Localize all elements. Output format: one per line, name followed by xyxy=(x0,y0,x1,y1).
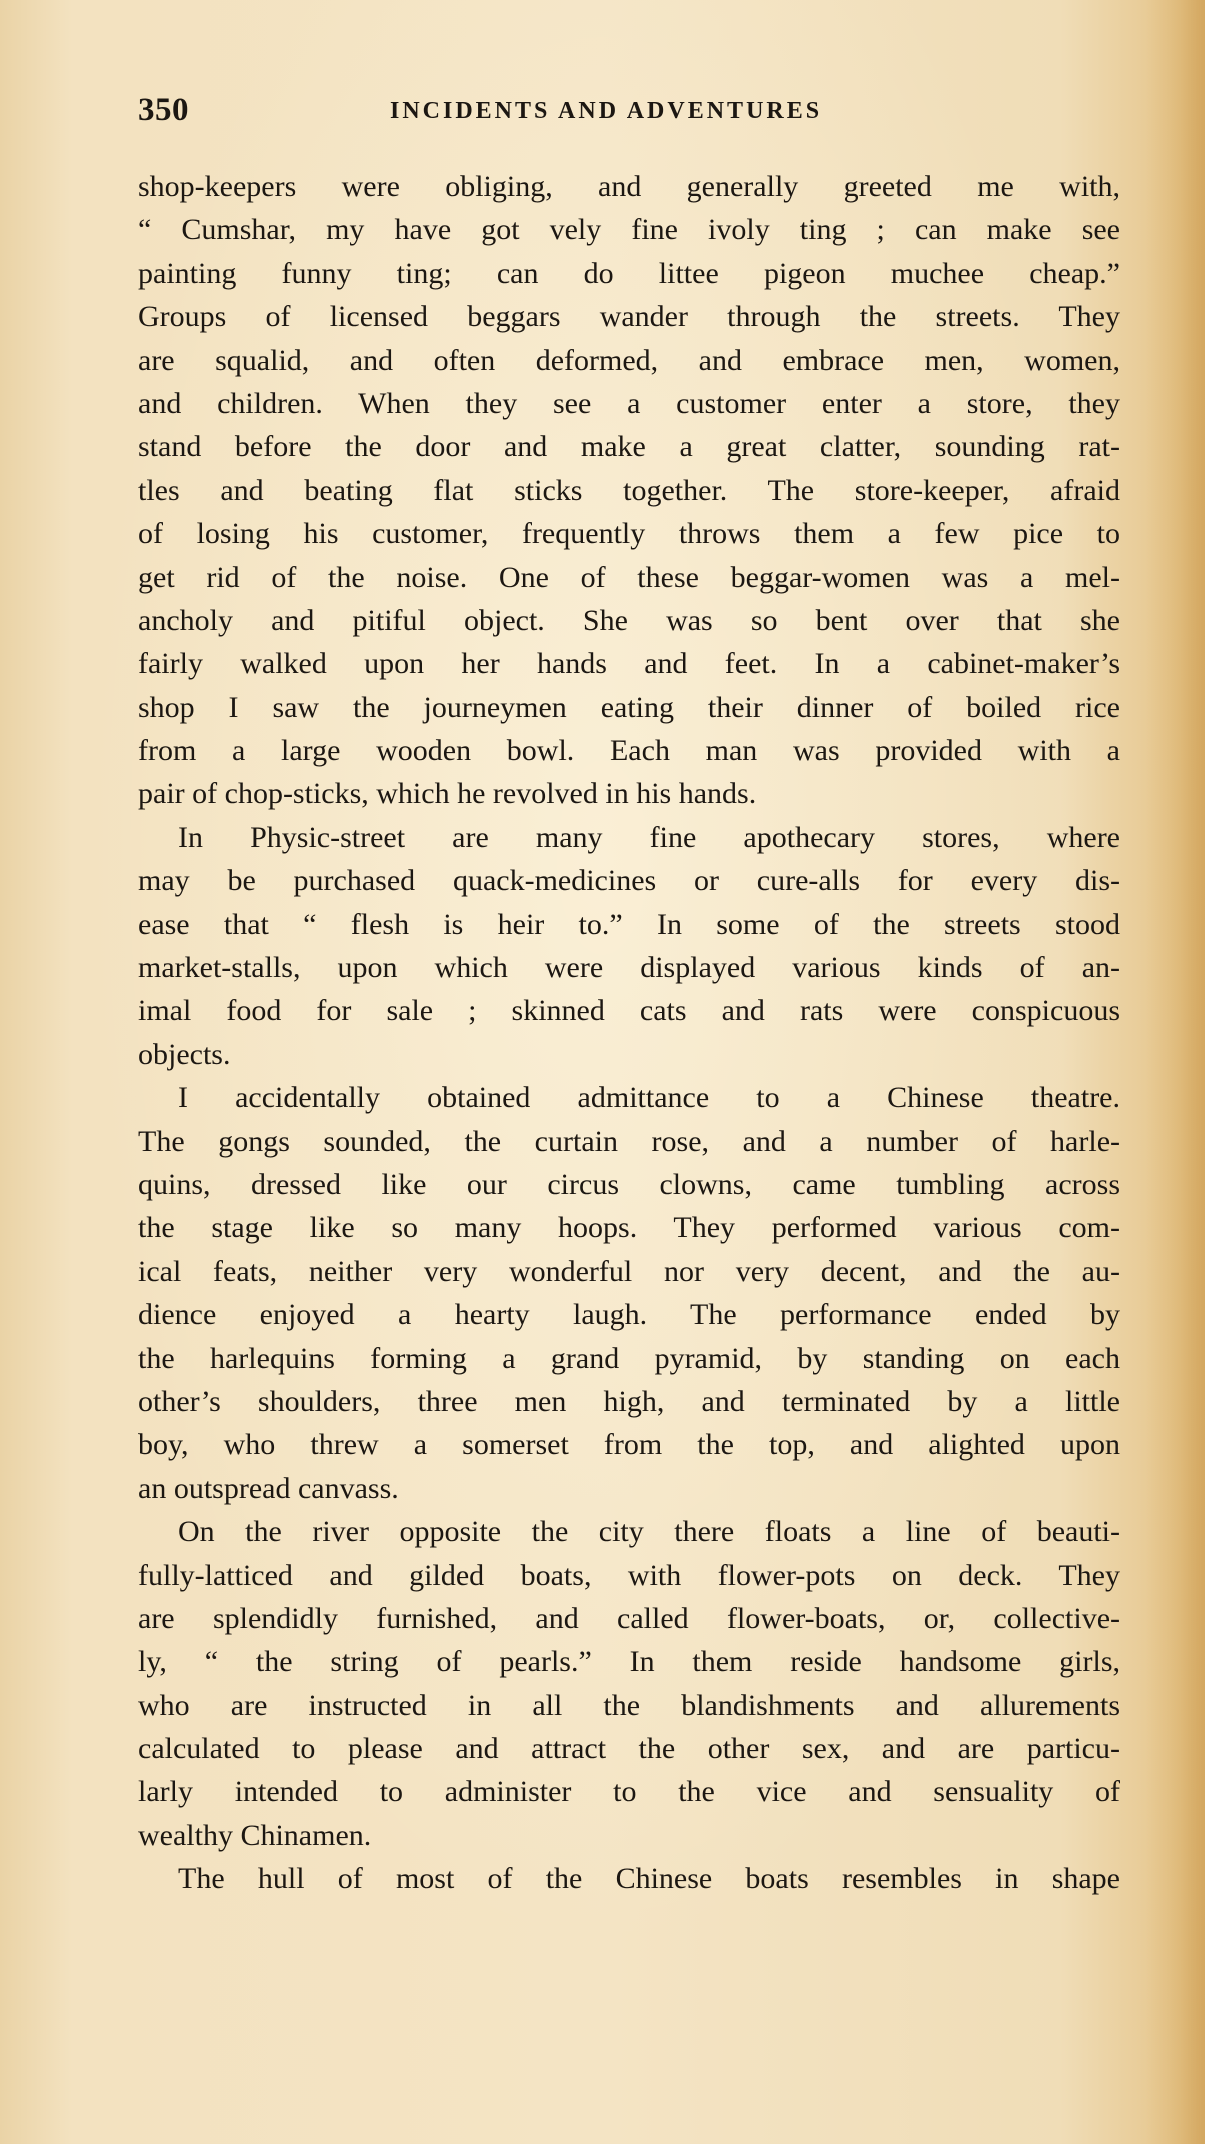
text-line: fully-latticed and gilded boats, with flower-pots on deck. They xyxy=(138,1558,1120,1592)
text-line: are squalid, and often deformed, and embrace men, women, xyxy=(138,343,1120,377)
text-line: ancholy and pitiful object. She was so bent over that she xyxy=(138,603,1120,637)
text-line: pair of chop-sticks, which he revolved in his hands. xyxy=(138,777,757,811)
text-line: are splendidly furnished, and called flower-boats, or, collective- xyxy=(138,1601,1120,1635)
text-line: imal food for sale ; skinned cats and rats were conspicuous xyxy=(138,994,1120,1028)
text-line: Groups of licensed beggars wander through the streets. They xyxy=(138,300,1120,334)
text-line: an outspread canvass. xyxy=(138,1471,399,1505)
paragraph-start-line: In Physic-street are many fine apothecary stores, where xyxy=(178,820,1120,854)
paragraph-start-line: On the river opposite the city there floats a line of beauti- xyxy=(178,1515,1120,1549)
text-line: tles and beating flat sticks together. The store-keeper, afraid xyxy=(138,473,1120,507)
paragraph-start-line: The hull of most of the Chinese boats resembles in shape xyxy=(178,1862,1120,1896)
text-line: larly intended to administer to the vice and sensuality of xyxy=(138,1775,1120,1809)
text-line: from a large wooden bowl. Each man was provided with a xyxy=(138,734,1120,768)
text-line: “ Cumshar, my have got vely fine ivoly ting ; can make see xyxy=(138,213,1120,247)
text-line: wealthy Chinamen. xyxy=(138,1818,372,1852)
text-line: market-stalls, upon which were displayed various kinds of an- xyxy=(138,951,1120,985)
text-line: painting funny ting; can do littee pigeon muchee cheap.” xyxy=(138,256,1120,290)
text-line: fairly walked upon her hands and feet. In a cabinet-maker’s xyxy=(138,647,1120,681)
text-line: and children. When they see a customer enter a store, they xyxy=(138,386,1120,420)
text-line: quins, dressed like our circus clowns, came tumbling across xyxy=(138,1167,1120,1201)
page-header xyxy=(138,92,1123,142)
text-line: calculated to please and attract the other sex, and are particu- xyxy=(138,1732,1120,1766)
text-line: ical feats, neither very wonderful nor very decent, and the au- xyxy=(138,1254,1120,1288)
text-line: the harlequins forming a grand pyramid, by standing on each xyxy=(138,1341,1120,1375)
text-line: dience enjoyed a hearty laugh. The performance ended by xyxy=(138,1298,1120,1332)
page-edge-stain xyxy=(1145,0,1205,2144)
running-title: INCIDENTS AND ADVENTURES xyxy=(390,98,823,124)
text-line: the stage like so many hoops. They performed various com- xyxy=(138,1211,1120,1245)
text-line: get rid of the noise. One of these beggar-women was a mel- xyxy=(138,560,1120,594)
body-text xyxy=(138,165,1120,1901)
text-line: who are instructed in all the blandishments and allurements xyxy=(138,1688,1120,1722)
text-line: of losing his customer, frequently throws them a few pice to xyxy=(138,517,1120,551)
text-line: ease that “ flesh is heir to.” In some of the streets stood xyxy=(138,907,1120,941)
text-line: shop-keepers were obliging, and generally greeted me with, xyxy=(138,170,1120,203)
text-line: objects. xyxy=(138,1037,231,1071)
text-line: shop I saw the journeymen eating their dinner of boiled rice xyxy=(138,690,1120,724)
paragraph-start-line: I accidentally obtained admittance to a Chinese theatre. xyxy=(178,1081,1120,1115)
text-line: other’s shoulders, three men high, and terminated by a little xyxy=(138,1384,1120,1418)
text-line: ly, “ the string of pearls.” In them reside handsome girls, xyxy=(138,1645,1120,1679)
text-line: may be purchased quack-medicines or cure-alls for every dis- xyxy=(138,864,1120,898)
text-line: stand before the door and make a great clatter, sounding rat- xyxy=(138,430,1120,464)
text-line: boy, who threw a somerset from the top, and alighted upon xyxy=(138,1428,1120,1462)
page-number: 350 xyxy=(138,92,189,128)
text-line: The gongs sounded, the curtain rose, and a number of harle- xyxy=(138,1124,1120,1158)
